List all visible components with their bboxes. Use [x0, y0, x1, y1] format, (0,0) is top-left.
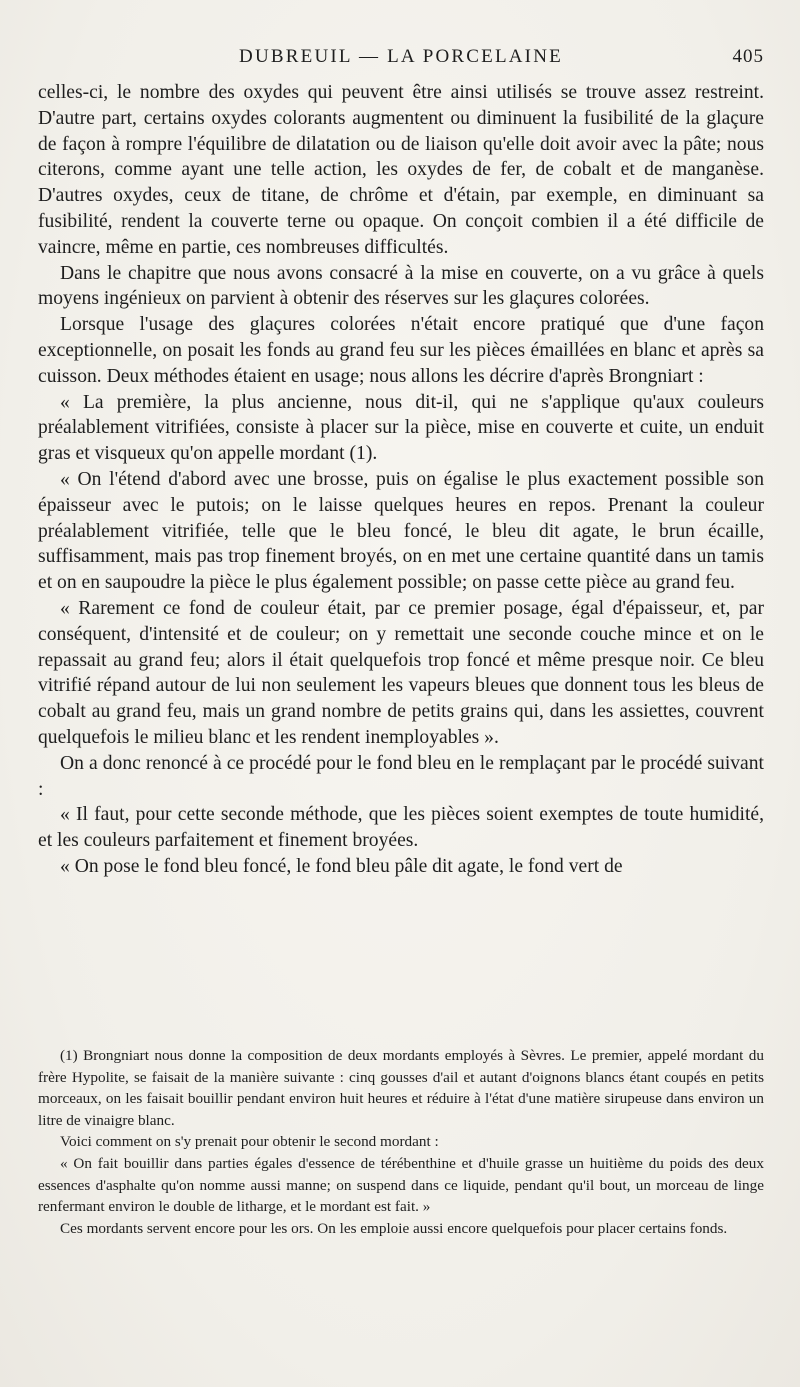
quote-paragraph: « Il faut, pour cette seconde méthode, que les pièces soient exemptes de toute humidité, et les couleurs parfaitement et finement broyées.: [38, 804, 764, 852]
quote-paragraph: « On pose le fond bleu foncé, le fond bleu pâle dit agate, le fond vert de: [60, 855, 623, 877]
quote-paragraph: « Rarement ce fond de couleur était, par ce premier posage, égal d'épaisseur, et, par conséquent, d'intensité et de couleur; on y remettait une seconde couche mince et on le repassait au grand feu; alors il était quelquefois trop foncé et même presque noir. Ce bleu vitrifié répand autour de lui non seulement les vapeurs bleues que donnent tous les bleus de cobalt au grand feu, mais un grand nombre de petits grains qui, dans les assiettes, couvrent quelquefois le milieu blanc et les rendent inemployables ».: [38, 597, 764, 748]
paragraph: On a donc renoncé à ce procédé pour le fond bleu en le remplaçant par le procédé suivant :: [38, 752, 764, 800]
page-number: 405: [732, 46, 764, 67]
main-text: [38, 80, 764, 880]
running-title: DUBREUIL — LA PORCELAINE: [239, 46, 563, 67]
footnote: Ces mordants servent encore pour les ors. On les emploie aussi encore quelquefois pour placer certains fonds.: [60, 1219, 728, 1237]
paragraph-continuation: celles-ci, le nombre des oxydes qui peuvent être ainsi utilisés se trouve assez restreint. D'autre part, certains oxydes colorants augmentent ou diminuent la fusibilité de la glaçure de façon à rompre l'équilibre de dilatation ou de liaison qu'elle doit avoir avec la pâte; nous citerons, comme ayant une telle action, les oxydes de fer, de cobalt et de manganèse. D'autres oxydes, ceux de titane, de chrôme et d'étain, par exemple, en diminuant sa fusibilité, rendent la couverte terne ou opaque. On conçoit combien il a été difficile de vaincre, même en partie, ces nombreuses difficultés.: [38, 82, 764, 258]
page-header: [38, 44, 764, 74]
paragraph: Lorsque l'usage des glaçures colorées n'était encore pratiqué que d'une façon exceptionnelle, on posait les fonds au grand feu sur les pièces émaillées en blanc et après sa cuisson. Deux méthodes étaient en usage; nous allons les décrire d'après Brongniart :: [38, 314, 764, 387]
quote-paragraph: « La première, la plus ancienne, nous dit-il, qui ne s'applique qu'aux couleurs préalablement vitrifiées, consiste à placer sur la pièce, mise en couverte et cuite, un enduit gras et visqueux qu'on appelle mordant (1).: [38, 391, 764, 465]
paragraph: Dans le chapitre que nous avons consacré à la mise en couverte, on a vu grâce à quels moyens ingénieux on parvient à obtenir des réserves sur les glaçures colorées.: [38, 262, 764, 310]
footnote: (1) Brongniart nous donne la composition de deux mordants employés à Sèvres. Le premier, appelé mordant du frère Hypolite, se faisait de la manière suivante : cinq gousses d'ail et autant d'oignons blancs étant coupés en petits morceaux, on les faisait bouillir pendant environ huit heures et réduire à l'état d'une matière sirupeuse dans environ un litre de vinaigre blanc.: [38, 1047, 764, 1129]
quote-paragraph: « On l'étend d'abord avec une brosse, puis on égalise le plus exactement possible son épaisseur avec le putois; on le laisse quelques heures en repos. Prenant la couleur préalablement vitrifiée, telle que le bleu foncé, le bleu dit agate, le brun écaille, suffisamment, mais pas trop finement broyés, on en met une certaine quantité dans un tamis et on en saupoudre la pièce le plus également possible; on passe cette pièce au grand feu.: [38, 468, 764, 594]
footnote: Voici comment on s'y prenait pour obtenir le second mordant :: [60, 1133, 439, 1151]
footnotes: [38, 1045, 764, 1239]
footnote: « On fait bouillir dans parties égales d'essence de térébenthine et d'huile grasse un huitième du poids des deux essences d'asphalte qu'on nomme aussi manne; on suspend dans ce liquide, pendant qu'il bout, un morceau de linge renfermant environ le double de litharge, et le mordant est fait. »: [38, 1154, 764, 1216]
